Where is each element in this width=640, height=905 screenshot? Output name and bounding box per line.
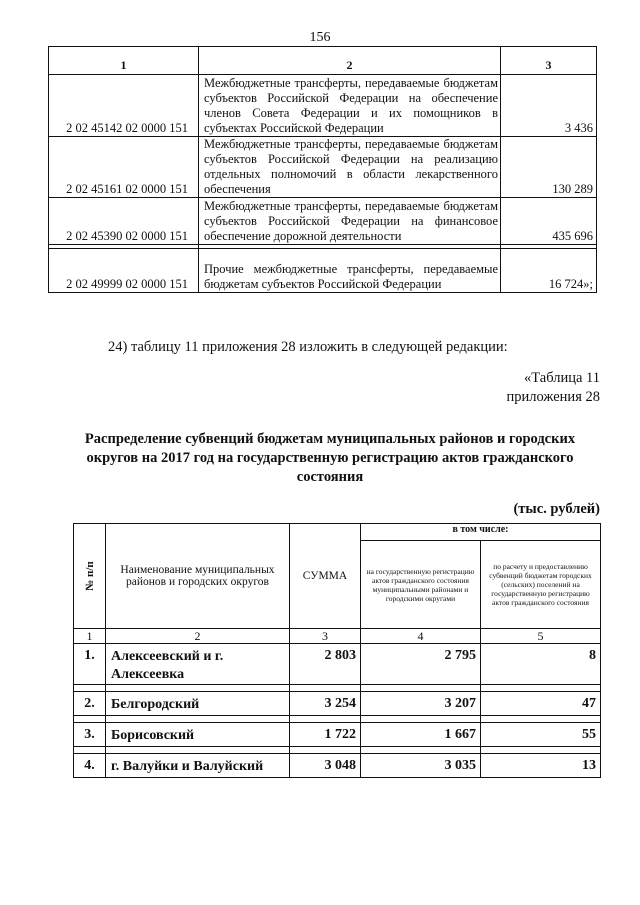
index-cell: 2 <box>106 629 290 644</box>
column-header-amount: 3 <box>501 47 597 75</box>
transfer-amount: 16 724»; <box>501 249 597 293</box>
index-row <box>74 629 601 644</box>
transfer-amount: 3 436 <box>501 75 597 137</box>
table-header-row <box>49 47 597 75</box>
table-row <box>74 692 601 716</box>
registration-value: 3 035 <box>361 754 481 778</box>
row-number: 1. <box>74 644 106 685</box>
index-cell: 5 <box>481 629 601 644</box>
settlements-value: 47 <box>481 692 601 716</box>
registration-value: 2 795 <box>361 644 481 685</box>
column-header-description: 2 <box>199 47 501 75</box>
page-number: 156 <box>309 30 331 45</box>
transfer-amount: 435 696 <box>501 198 597 245</box>
district-name: Белгородский <box>106 692 290 716</box>
transfer-description: Межбюджетные трансферты, передаваемые бюджетам субъектов Российской Федерации на финансовое обеспечение дорожной деятельности <box>199 198 501 245</box>
settlements-value: 8 <box>481 644 601 685</box>
amendment-paragraph: 24) таблицу 11 приложения 28 изложить в следующей редакции: <box>108 339 508 355</box>
sum-value: 3 048 <box>290 754 361 778</box>
budget-code: 2 02 49999 02 0000 151 <box>49 249 199 293</box>
sum-value: 3 254 <box>290 692 361 716</box>
row-gap <box>74 716 601 723</box>
budget-code: 2 02 45161 02 0000 151 <box>49 137 199 198</box>
column-header-including: в том числе: <box>361 524 601 541</box>
table-row <box>74 754 601 778</box>
header-row <box>74 524 601 541</box>
row-gap <box>74 685 601 692</box>
column-header-code: 1 <box>49 47 199 75</box>
caption-line-1: «Таблица 11 <box>524 370 600 386</box>
district-name: Алексеевский и г. Алексеевка <box>106 644 290 685</box>
table-row <box>49 75 597 137</box>
subventions-table <box>73 523 601 778</box>
row-number: 3. <box>74 723 106 747</box>
district-name: Борисовский <box>106 723 290 747</box>
settlements-value: 55 <box>481 723 601 747</box>
budget-code: 2 02 45390 02 0000 151 <box>49 198 199 245</box>
row-number: 4. <box>74 754 106 778</box>
index-cell: 3 <box>290 629 361 644</box>
table-caption <box>507 369 600 407</box>
column-header-number-cell <box>74 524 106 629</box>
settlements-value: 13 <box>481 754 601 778</box>
table-row <box>74 644 601 685</box>
table-row <box>49 137 597 198</box>
sum-value: 2 803 <box>290 644 361 685</box>
transfer-description: Межбюджетные трансферты, передаваемые бюджетам субъектов Российской Федерации на реализацию отдельных полномочий в области лекарственного обеспечения <box>199 137 501 198</box>
district-name: г. Валуйки и Валуйский <box>106 754 290 778</box>
sum-value: 1 722 <box>290 723 361 747</box>
column-header-registration: на государственную регистрацию актов гражданского состояния муниципальными районами и городскими округами <box>361 541 481 629</box>
registration-value: 3 207 <box>361 692 481 716</box>
row-number: 2. <box>74 692 106 716</box>
registration-value: 1 667 <box>361 723 481 747</box>
row-gap <box>74 747 601 754</box>
column-header-number: № п/п <box>83 561 96 591</box>
index-cell: 4 <box>361 629 481 644</box>
transfer-description: Межбюджетные трансферты, передаваемые бюджетам субъектов Российской Федерации на обеспечение членов Совета Федерации и их помощников в субъектах Российской Федерации <box>199 75 501 137</box>
column-header-settlements: по расчету и предоставлению субвенций бюджетам городских (сельских) поселений на государственную регистрацию актов гражданского состояния <box>481 541 601 629</box>
caption-line-2: приложения 28 <box>506 389 600 405</box>
transfer-amount: 130 289 <box>501 137 597 198</box>
table-row <box>49 249 597 293</box>
index-cell: 1 <box>74 629 106 644</box>
table-title: Распределение субвенций бюджетам муниципальных районов и городских округов на 2017 год на государственную регистрацию актов гражданского состояния <box>84 431 576 485</box>
budget-code: 2 02 45142 02 0000 151 <box>49 75 199 137</box>
transfer-description: Прочие межбюджетные трансферты, передаваемые бюджетам субъектов Российской Федерации <box>199 249 501 293</box>
table-row <box>49 198 597 245</box>
column-header-name: Наименование муниципальных районов и городских округов <box>106 524 290 629</box>
units-label: (тыс. рублей) <box>513 501 600 517</box>
table-row <box>74 723 601 747</box>
column-header-sum: СУММА <box>290 524 361 629</box>
transfers-table <box>48 46 597 293</box>
